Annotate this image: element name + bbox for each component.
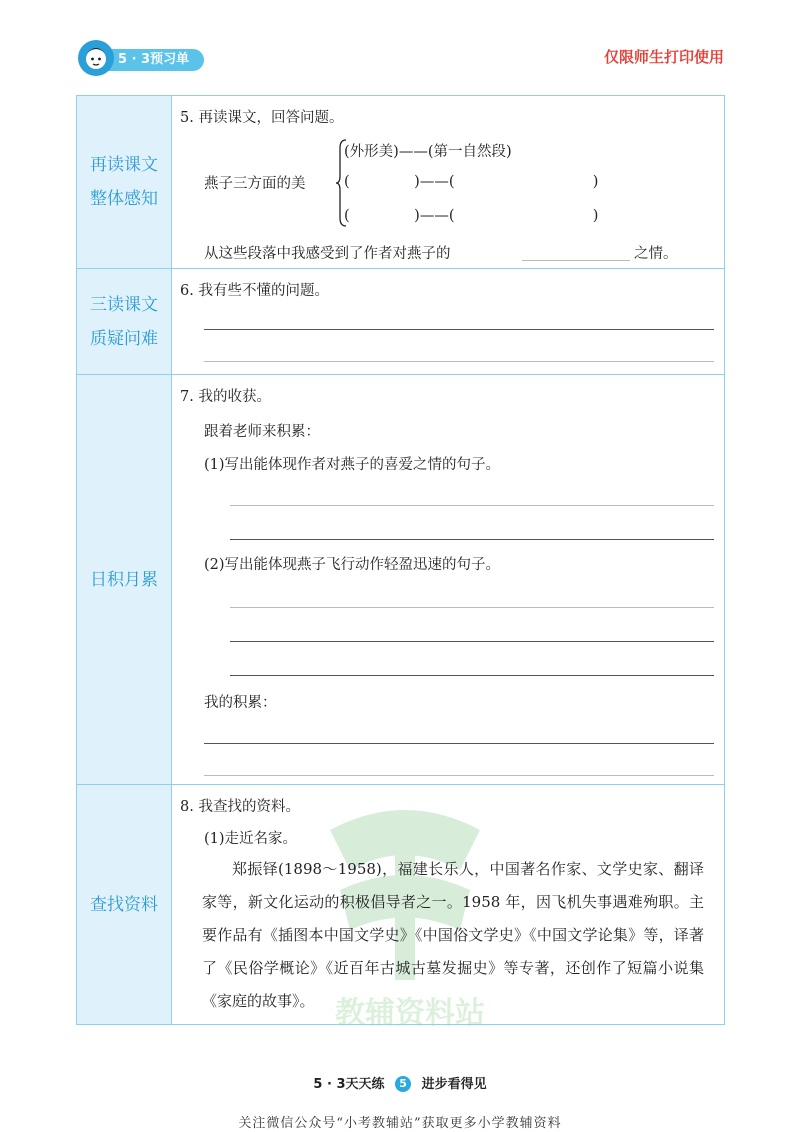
section-5-label-line1: 再读课文	[90, 155, 158, 175]
author-paragraph: 郑振铎(1898～1958)，福建长乐人，中国著名作家、文学史家、翻译家等，新文化运动的积极倡导者之一。1958 年，因飞机失事遇难殉职。主要作品有《插图本中国文学史》《中国俗文学史》《中国文学论集》等，译著了《民俗学概论》《近百年古城古墓发掘史》等专著，还创作了短篇小说集《家庭的故事》。	[202, 860, 704, 1010]
section-6-row	[77, 269, 725, 375]
section-5-label	[77, 96, 172, 269]
section-8-label: 查找资料	[77, 785, 172, 1025]
beauty-row-3[interactable]: ( )——( )	[344, 208, 599, 224]
footer-left: 5 · 3天天练	[313, 1077, 385, 1092]
answer-line-7-2c[interactable]	[230, 675, 714, 676]
page-number: 5	[395, 1076, 411, 1092]
mascot-icon	[78, 40, 114, 76]
brace-title: 燕子三方面的美	[204, 176, 306, 192]
badge-text: 5 · 3预习单	[118, 52, 190, 67]
item-8-1: (1)走近名家。	[204, 831, 298, 847]
section-5-content	[172, 96, 725, 269]
feeling-prefix: 从这些段落中我感受到了作者对燕子的	[204, 246, 451, 262]
bottom-note: 关注微信公众号“小考教辅站”获取更多小学教辅资料	[238, 1116, 562, 1131]
restriction-note: 仅限师生打印使用	[603, 48, 724, 66]
page-footer	[0, 1073, 800, 1092]
section-6-content	[172, 269, 725, 375]
section-7-label: 日积月累	[77, 375, 172, 785]
answer-line-7-1a[interactable]	[230, 505, 714, 506]
answer-line-7-2b[interactable]	[230, 641, 714, 642]
feeling-blank[interactable]	[522, 260, 630, 261]
question-5: 5. 再读课文，回答问题。	[180, 110, 344, 126]
answer-line-7-2a[interactable]	[230, 607, 714, 608]
footer-right: 进步看得见	[421, 1077, 487, 1092]
item-7-1: (1)写出能体现作者对燕子的喜爱之情的句子。	[204, 457, 501, 473]
answer-line-6b[interactable]	[204, 361, 714, 362]
accumulate-subtitle: 跟着老师来积累：	[204, 424, 320, 440]
section-6-label-line1: 三读课文	[90, 294, 158, 315]
watermark-text: 教辅资料站	[335, 996, 485, 1031]
section-7-content	[172, 375, 725, 785]
section-7-row	[77, 375, 725, 785]
my-accumulation-label: 我的积累：	[204, 695, 277, 711]
section-5-label-line2: 整体感知	[90, 189, 158, 209]
answer-line-7-3a[interactable]	[204, 743, 714, 744]
question-8: 8. 我查找的资料。	[180, 799, 300, 815]
question-7: 7. 我的收获。	[180, 389, 271, 405]
feeling-suffix: 之情。	[634, 246, 678, 262]
answer-line-6a[interactable]	[204, 329, 714, 330]
section-6-label	[77, 269, 172, 375]
beauty-row-1: (外形美)——(第一自然段)	[344, 144, 512, 160]
section-5-row	[77, 96, 725, 269]
beauty-row-2[interactable]: ( )——( )	[344, 174, 599, 190]
answer-line-7-3b[interactable]	[204, 775, 714, 776]
item-7-2: (2)写出能体现燕子飞行动作轻盈迅速的句子。	[204, 557, 501, 573]
worksheet-table	[76, 95, 725, 1025]
header-badge	[78, 40, 206, 76]
section-8-content	[172, 785, 725, 1025]
section-8-row	[77, 785, 725, 1025]
question-6: 6. 我有些不懂的问题。	[180, 283, 329, 299]
section-6-label-line2: 质疑问难	[90, 328, 158, 349]
answer-line-7-1b[interactable]	[230, 539, 714, 540]
